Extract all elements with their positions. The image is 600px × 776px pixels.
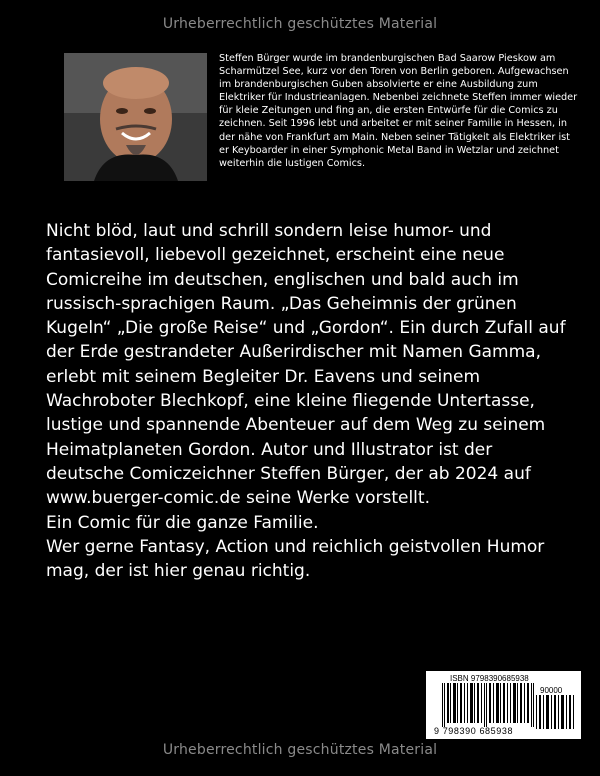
barcode-bars: [442, 683, 534, 727]
barcode-addon-label: 90000: [540, 686, 563, 695]
barcode-addon-bars: [536, 695, 574, 729]
book-description-text: Nicht blöd, laut und schrill sondern leise humor- und fantasievoll, liebevoll gezeichnet, erscheint eine neue Comicreihe im deutschen, englischen und bald auch im russisch-sprachigen Raum. „Das Geheimnis der grünen Kugeln“ „Die große Reise“ und „Gordon“. Ein durch Zufall auf der Erde gestrandeter Außerirdischer mit Namen Gamma, erlebt mit seinem Begleiter Dr. Eavens und seinem Wachroboter Blechkopf, eine kleine fliegende Untertasse, lustige und spannende Abenteuer auf dem Weg zu seinem Heimatplaneten Gordon. Autor und Illustrator ist der deutsche Comiczeichner Steffen Bürger, der ab 2024 auf www.buerger-comic.de seine Werke vorstellt. Ein Comic für die ganze Familie. Wer gerne Fantasy, Action und reichlich geistvollen Humor mag, der ist hier genau richtig.: [46, 221, 566, 582]
author-photo: [64, 53, 207, 181]
isbn-barcode: [426, 671, 581, 739]
copyright-watermark-bottom: Urheberrechtlich geschütztes Material: [162, 742, 438, 758]
author-bio: Steffen Bürger wurde im brandenburgischen Bad Saarow Pieskow am Scharmützel See, kurz vor den Toren von Berlin geboren. Aufgewachsen im brandenburgischen Guben absolvierte er eine Ausbildung zum Elektriker für Industrieanlagen. Nebenbei zeichnete Steffen immer wieder für kleie Zeitungen und fing an, die ersten Entwürfe für die Comics zu zeichnen. Seit 1996 lebt und arbeitet er mit seiner Familie in Hessen, in der nähe von Frankfurt am Main. Neben seiner Tätigkeit als Elektriker ist er Keyboarder in einer Symphonic Metal Band in Wetzlar und zeichnet weiterhin die lustigen Comics.: [219, 53, 578, 169]
barcode-digits: 9 798390 685938: [434, 726, 514, 736]
book-description: [46, 219, 566, 583]
copyright-watermark-top: Urheberrechtlich geschütztes Material: [162, 16, 438, 32]
isbn-label: ISBN 9798390685938: [450, 674, 529, 683]
author-portrait-image: [64, 53, 207, 181]
